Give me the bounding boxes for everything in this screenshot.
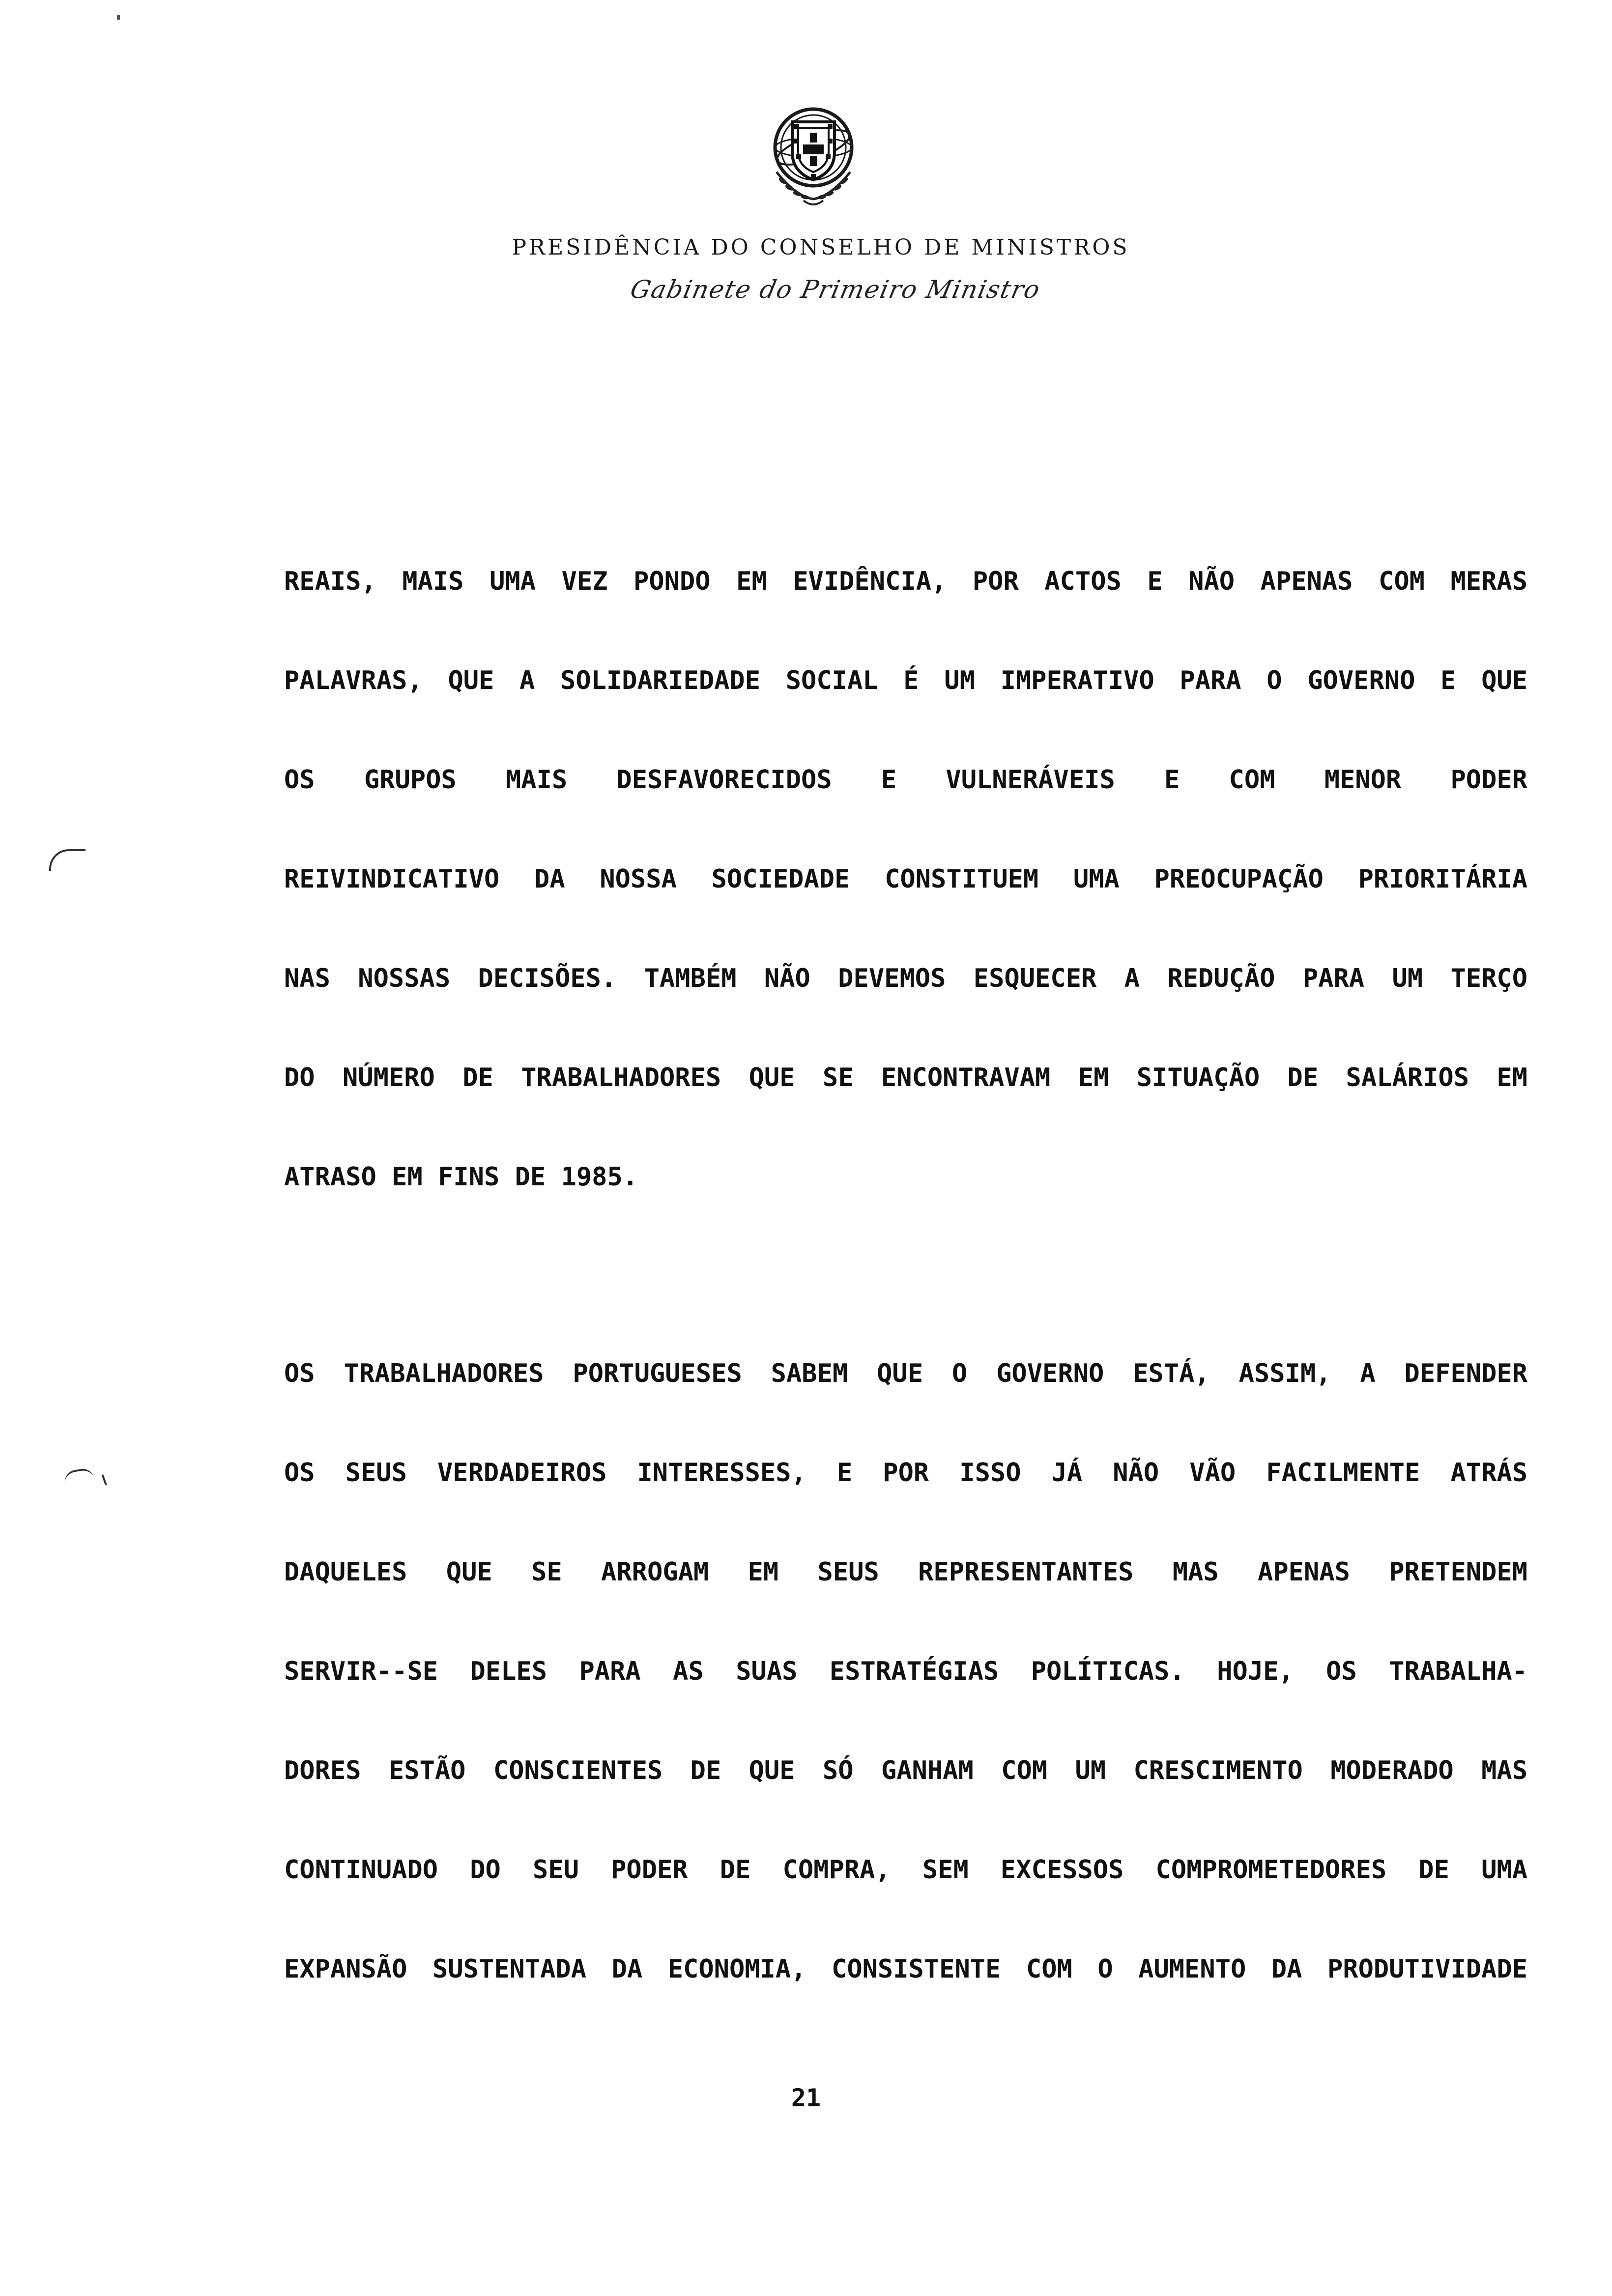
letterhead-title: PRESIDÊNCIA DO CONSELHO DE MINISTROS	[512, 235, 1130, 260]
page-number: 21	[791, 2084, 821, 2112]
portuguese-coat-of-arms-icon	[757, 98, 870, 211]
text-line: REIVINDICATIVO DA NOSSA SOCIEDADE CONSTITUEM UMA PREOCUPAÇÃO PRIORITÁRIA	[284, 864, 1527, 894]
text-line: DORES ESTÃO CONSCIENTES DE QUE SÓ GANHAM COM UM CRESCIMENTO MODERADO MAS	[284, 1756, 1527, 1785]
text-line: OS TRABALHADORES PORTUGUESES SABEM QUE O GOVERNO ESTÁ, ASSIM, A DEFENDER	[284, 1359, 1527, 1388]
text-line: REAIS, MAIS UMA VEZ PONDO EM EVIDÊNCIA, POR ACTOS E NÃO APENAS COM MERAS	[284, 567, 1527, 596]
text-line: SERVIR--SE DELES PARA AS SUAS ESTRATÉGIAS POLÍTICAS. HOJE, OS TRABALHA-	[284, 1657, 1527, 1686]
text-line: NAS NOSSAS DECISÕES. TAMBÉM NÃO DEVEMOS ESQUECER A REDUÇÃO PARA UM TERÇO	[284, 964, 1527, 993]
text-line: EXPANSÃO SUSTENTADA DA ECONOMIA, CONSISTENTE COM O AUMENTO DA PRODUTIVIDADE	[284, 1954, 1527, 1984]
text-line: OS GRUPOS MAIS DESFAVORECIDOS E VULNERÁVEIS E COM MENOR PODER	[284, 765, 1527, 795]
scan-mark	[117, 15, 120, 20]
text-line: OS SEUS VERDADEIROS INTERESSES, E POR ISSO JÁ NÃO VÃO FACILMENTE ATRÁS	[284, 1458, 1527, 1488]
scan-mark	[101, 1474, 107, 1485]
text-line: PALAVRAS, QUE A SOLIDARIEDADE SOCIAL É UM IMPERATIVO PARA O GOVERNO E QUE	[284, 666, 1527, 695]
text-line: DO NÚMERO DE TRABALHADORES QUE SE ENCONTRAVAM EM SITUAÇÃO DE SALÁRIOS EM	[284, 1063, 1527, 1092]
text-line: CONTINUADO DO SEU PODER DE COMPRA, SEM EXCESSOS COMPROMETEDORES DE UMA	[284, 1855, 1527, 1885]
scan-mark	[49, 849, 86, 871]
letterhead-subtitle: Gabinete do Primeiro Ministro	[628, 275, 1043, 304]
text-line: ATRASO EM FINS DE 1985.	[284, 1162, 638, 1192]
text-line: DAQUELES QUE SE ARROGAM EM SEUS REPRESENTANTES MAS APENAS PRETENDEM	[284, 1557, 1527, 1587]
scan-mark	[63, 1467, 94, 1484]
